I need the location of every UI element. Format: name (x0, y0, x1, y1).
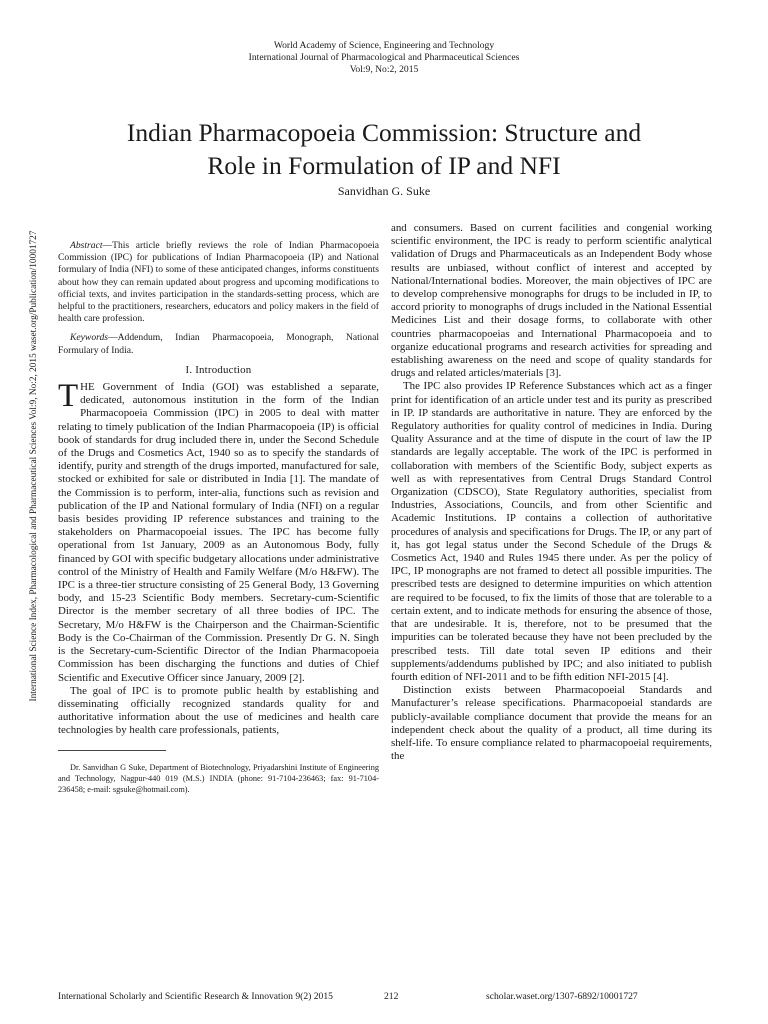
footnote-rule (58, 750, 166, 751)
keywords (58, 332, 379, 356)
keywords-text: —Addendum, Indian Pharmacopoeia, Monograph, National Formulary of India. (58, 332, 379, 356)
paper-title (60, 116, 708, 182)
sidebar-citation: International Science Index, Pharmacological and Pharmaceutical Sciences Vol:9, No:2, 2015 waset.org/Publication/10001727 (29, 230, 39, 702)
header-line-academy: World Academy of Science, Engineering and Technology (273, 40, 495, 51)
drop-cap: T (58, 378, 79, 415)
journal-header (0, 40, 768, 76)
abstract-text: —This article briefly reviews the role of Indian Pharmacopoeia Commission (IPC) for publications of Indian Pharmacopoeia (IP) and National formulary of India (NFI) to some of these anticipated changes, informs constituents about how they can remain updated about progress and upcoming modifications to official texts, and invites participation in the standards-setting process, which are helpful to the practitioners, researchers, educators and policy makers in the field of health care profession. (58, 240, 379, 325)
intro-paragraph-2: The goal of IPC is to promote public health by establishing and disseminating officially recognized standards quality for and authoritative information about the use of medicines and health care technologies by health care professionals, patients, (58, 684, 379, 737)
author-name: Sanvidhan G. Suke (337, 184, 431, 198)
intro-paragraph-1 (58, 378, 379, 685)
header-line-journal: International Journal of Pharmacological and Pharmaceutical Sciences (248, 52, 520, 63)
title-line-2: Role in Formulation of IP and NFI (207, 151, 561, 180)
author-footnote: Dr. Sanvidhan G Suke, Department of Biotechnology, Priyadarshini Institute of Engineering and Technology, Nagpur-440 019 (M.S.) INDIA (phone: 91-7104-236463; fax: 91-7104-236458; e-mail: sgsuke@hotmail.com). (58, 762, 379, 794)
intro-paragraph-1-text: HE Government of India (GOI) was established a separate, dedicated, autonomous institution in the form of the Indian Pharmacopoeia Commission (IPC) in 2005 to deal with matter relating to timely publication of the Indian Pharmacopoeia (IP) is official book of standards for drug included there in, under the Second Schedule of the Drugs and Cosmetics Act, 1940 so as to specify the standards of identify, purity and strength of the drugs imported, manufactured for sale, stocked or exhibited for sale or distributed in India [1]. The mandate of the Commission is to perform, inter-alia, functions such as revision and publication of the IP and National formulary of India (NFI) on a regular basis besides providing IP reference substances and training to the stakeholders on Pharmacopoeial issues. The IPC has become fully operational from 1st January, 2009 as an Autonomous Body, fully financed by GOI with specific budgetary allocations under administrative control of the Ministry of Health and Family Welfare (M/o H&FW). The IPC is a three-tier structure consisting of 25 General Body, 13 Governing body, and 15-23 Scientific Body members. Secretary-cum-Scientific Director is the member secretary of all three bodies of IPC. The Secretary, M/o H&FW is the Chairperson and the Chairman-Scientific Body is the Co-Chairman of the Commission. Presently Dr G. N. Singh is the Secretary-cum-Scientific Director of the Indian Pharmacopoeia Commission has been discharging the functions and duties of Chief Scientific and Executive Officer since January, 2009 [2]. (58, 381, 379, 684)
keywords-label: Keywords (70, 332, 109, 344)
footer-url: scholar.waset.org/1307-6892/10001727 (486, 991, 638, 1002)
section-heading-introduction: I. Introduction (185, 363, 252, 376)
right-paragraph-1: and consumers. Based on current facilities and congenial working scientific environment, the IPC is ready to perform scientific analytical validation of Drugs and Pharmaceuticals as an Independent Body whose results are unbiased, without conflict of interest and accepted by National/International bodies. Moreover, the main objectives of IPC are to develop comprehensive monographs for drugs to be included in IP, to accord priority to monographs of drugs included in the National Essential Medicines List and their dosage forms, to collaborate with other countries pharmacopoeias and International Pharmacopoeia and to organize educational programs and research activities for spreading and establishing awareness on the need and scope of quality standards for drugs and related articles/materials [3]. (391, 222, 712, 380)
left-column (58, 240, 379, 795)
right-column (391, 222, 712, 763)
footer-publisher: International Scholarly and Scientific Research & Innovation 9(2) 2015 (58, 991, 333, 1002)
header-line-volume: Vol:9, No:2, 2015 (349, 64, 419, 75)
right-paragraph-2: The IPC also provides IP Reference Substances which act as a finger print for identification of an article under test and its purity as prescribed in IP. IP standards are authoritative in nature. They are enforced by the Regulatory authorities for quality control of medicines in India. During Quality Assurance and at the time of dispute in the court of law the IP standards are legally acceptable. The work of the IPC is performed in collaboration with members of the Scientific Body, subject experts as well as with representatives from Central Drugs Standard Control Organization (CDSCO), State Regulatory authorities, specialist from Industries, Associations, Councils, and from other Scientific and Academic Institutions. IP contains a collection of authoritative procedures of analysis and specifications for Drugs. The IP, or any part of it, has got legal status under the Second Schedule of the Drugs & Cosmetics Act, 1940 and Rules 1945 there under. As per the policy of IPC, IP monographs are not framed to detect all possible impurities. The prescribed tests are designed to determine impurities on which attention are required to be focused, to fix the limits of those that are tolerable to a certain extent, and to indicate methods for ensuring the absence of those, that are undesirable. It is, therefore, not to be presumed that the impurities can be tolerated because they have not been precluded by the prescribed tests. Till date total seven IP editions and their supplements/addendums published by IPC; and also initiated to publish fourth edition of NFI-2011 and to be fifth edition NFI-2015 [4]. (391, 380, 712, 683)
footer-page-number: 212 (384, 991, 399, 1002)
right-paragraph-3: Distinction exists between Pharmacopoeial Standards and Manufacturer’s release specifications. Pharmacopoeial standards are publicly-available compliance document that provide the means for an independent check about the quality of a product, all time during its shelf-life. To ensure compliance related to pharmacopoeial requirements, the (391, 684, 712, 763)
abstract-label: Abstract (70, 240, 103, 251)
title-line-1: Indian Pharmacopoeia Commission: Structure and (126, 118, 642, 147)
abstract (58, 240, 379, 325)
